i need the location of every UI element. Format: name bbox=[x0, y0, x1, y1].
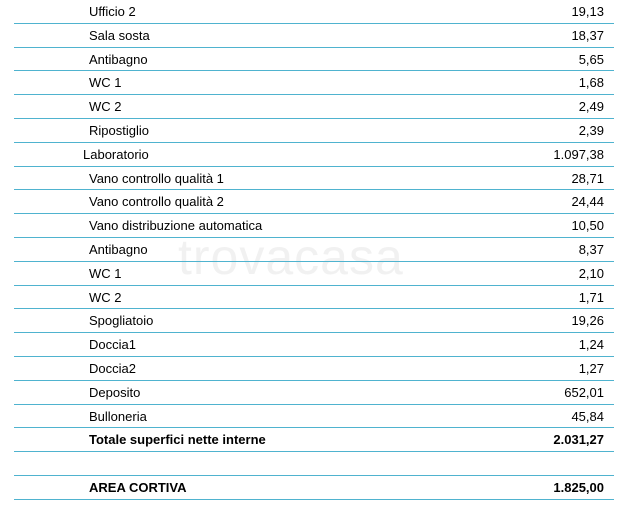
table-row bbox=[14, 48, 614, 72]
room-area: 5,65 bbox=[578, 51, 604, 67]
table-row bbox=[14, 71, 614, 95]
room-area: 1.097,38 bbox=[553, 146, 604, 162]
table-row bbox=[14, 286, 614, 310]
room-area: 1,24 bbox=[578, 337, 604, 353]
room-label: Antibagno bbox=[89, 241, 148, 257]
room-area: 10,50 bbox=[571, 218, 604, 234]
room-label: WC 2 bbox=[89, 99, 122, 115]
room-label: Antibagno bbox=[89, 51, 148, 67]
room-label: Ufficio 2 bbox=[89, 4, 136, 19]
room-area: 18,37 bbox=[571, 27, 604, 43]
room-area: 652,01 bbox=[564, 384, 604, 400]
room-label: Laboratorio bbox=[83, 146, 149, 162]
room-label: Vano controllo qualità 2 bbox=[89, 194, 224, 210]
room-area: 45,84 bbox=[571, 408, 604, 424]
room-area: 1,71 bbox=[578, 289, 604, 305]
room-area: 19,13 bbox=[571, 4, 604, 19]
table-row bbox=[14, 357, 614, 381]
room-area: 24,44 bbox=[571, 194, 604, 210]
total-value: 2.031,27 bbox=[553, 432, 604, 448]
spacer-row bbox=[14, 452, 614, 476]
room-label: Spogliatoio bbox=[89, 313, 154, 329]
table-row bbox=[14, 119, 614, 143]
room-label: Doccia2 bbox=[89, 360, 136, 376]
table-row bbox=[14, 238, 614, 262]
total-label: Totale superfici nette interne bbox=[89, 432, 266, 448]
table-row bbox=[14, 381, 614, 405]
table-row bbox=[14, 143, 614, 167]
room-label: Vano controllo qualità 1 bbox=[89, 170, 224, 186]
room-area: 1,68 bbox=[578, 75, 604, 91]
area-cortiva-row bbox=[14, 476, 614, 500]
room-label: Deposito bbox=[89, 384, 141, 400]
table-row bbox=[14, 262, 614, 286]
room-area: 28,71 bbox=[571, 170, 604, 186]
table-row bbox=[14, 214, 614, 238]
room-label: Bulloneria bbox=[89, 408, 147, 424]
room-area: 19,26 bbox=[571, 313, 604, 329]
room-area: 2,39 bbox=[578, 122, 604, 138]
room-label: Sala sosta bbox=[89, 27, 150, 43]
table-row bbox=[14, 405, 614, 429]
table-row bbox=[14, 95, 614, 119]
total-row bbox=[14, 428, 614, 452]
room-area: 2,49 bbox=[578, 99, 604, 115]
room-label: WC 1 bbox=[89, 75, 122, 91]
area-cortiva-value: 1.825,00 bbox=[553, 479, 604, 495]
area-cortiva-label: AREA CORTIVA bbox=[89, 479, 187, 495]
room-area: 1,27 bbox=[578, 360, 604, 376]
table-row bbox=[14, 0, 614, 24]
surface-table bbox=[14, 0, 614, 500]
room-area: 2,10 bbox=[578, 265, 604, 281]
table-row bbox=[14, 167, 614, 191]
room-label: Vano distribuzione automatica bbox=[89, 218, 263, 234]
table-row bbox=[14, 333, 614, 357]
room-label: WC 2 bbox=[89, 289, 122, 305]
room-label: WC 1 bbox=[89, 265, 122, 281]
table-row bbox=[14, 24, 614, 48]
trovacasa-watermark: trovacasa bbox=[178, 229, 404, 285]
room-label: Doccia1 bbox=[89, 337, 136, 353]
room-label: Ripostiglio bbox=[89, 122, 149, 138]
room-area: 8,37 bbox=[578, 241, 604, 257]
table-row bbox=[14, 309, 614, 333]
table-row bbox=[14, 190, 614, 214]
